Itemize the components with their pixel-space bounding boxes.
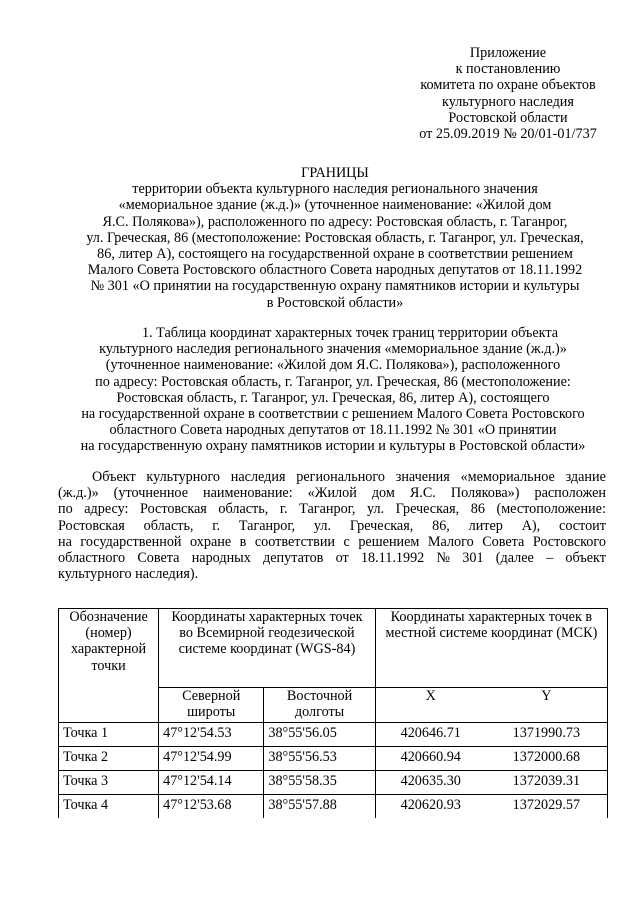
paragraph-word: Совета [137,550,180,567]
paragraph-word: – [546,550,554,567]
table-header-row [59,609,608,688]
cell-lon: 38°55'57.88 [264,795,375,819]
title-line: Малого Совета Ростовского областного Совета народных депутатов от 18.11.1992 [87,262,583,279]
cell-y: 1372029.57 [486,795,608,819]
title-line: в Ростовской области» [266,294,404,311]
header-x: X [375,688,485,723]
paragraph-word: Полякова») [450,485,520,502]
cell-x: 420660.94 [375,747,485,771]
paragraph-word: депутатов [263,550,324,567]
cell-y: 1372039.31 [486,771,608,795]
paragraph-word: область, [218,501,269,518]
paragraph-line [58,469,606,485]
cell-point: Точка 2 [59,747,159,771]
paragraph-line [58,501,606,517]
table-row [59,747,608,771]
document-title [70,165,600,311]
paragraph-word: «мемориальное [460,469,555,485]
section-line: (уточненное наименование: «Жилой дом Я.С. Полякова»), расположенного [105,357,561,374]
paragraph-word: областного [58,550,126,567]
cell-lon: 38°55'56.05 [264,723,375,747]
paragraph-line [58,550,606,566]
cell-lat: 47°12'54.53 [159,723,264,747]
header-lon: Восточной долготы [264,688,375,723]
section-line: 1. Таблица координат характерных точек границ территории объекта [141,325,559,341]
paragraph-word: народных [191,550,251,567]
paragraph-word: Ростовская [140,501,207,518]
paragraph-word: ул. [367,501,385,518]
paragraph-word: (уточненное [113,485,188,502]
paragraph-word: А), [521,517,541,534]
paragraph-word: № [436,550,451,567]
paragraph-word: на [58,533,72,550]
section-line: Ростовская область, г. Таганрог, ул. Греческая, 86, литер А), состоящего [116,389,550,406]
title-heading: ГРАНИЦЫ [301,165,369,181]
paragraph-word: (далее [495,550,534,567]
section-line: по адресу: Ростовская область, г. Таганрог, ул. Греческая, 86 (местоположение: [95,373,571,390]
cell-y: 1371990.73 [486,723,608,747]
cell-point: Точка 4 [59,795,159,819]
paragraph-word: значения [395,469,450,485]
paragraph-word: Малого [427,533,474,550]
paragraph-word: дом [371,485,395,502]
cell-point: Точка 3 [59,771,159,795]
appendix-block [380,45,636,142]
cell-lat: 47°12'54.99 [159,747,264,771]
cell-lon: 38°55'56.53 [264,747,375,771]
paragraph-word: расположен [534,485,606,502]
header-msk: Координаты характерных точек в местной системе координат (МСК) [375,609,607,688]
paragraph-word: Ростовская [58,517,125,534]
header-point: Обозначение (номер) характерной точки [59,609,159,723]
paragraph-word: ул. [313,517,332,534]
paragraph-word: культурного [146,469,221,485]
paragraph-word: охране [190,533,232,550]
paragraph-word: соответствии [254,533,336,550]
paragraph-word: г. [212,517,221,534]
paragraph-word: 301 [462,550,484,567]
paragraph-word: область, [143,517,194,534]
cell-x: 420635.30 [375,771,485,795]
title-line: Я.С. Полякова»), расположенного по адресу: Ростовская область, г. Таганрог, [102,213,568,230]
appendix-line: Ростовской области [448,109,568,126]
paragraph-word: по [58,501,73,518]
cell-lat: 47°12'53.68 [159,795,264,819]
section-line: культурного наследия регионального значения «мемориальное здание (ж.д.)» [99,341,567,358]
paragraph-line [58,534,606,550]
paragraph-word: Греческая, [349,517,414,534]
paragraph-word: Ростовского [532,533,606,550]
title-line: «мемориальное здание (ж.д.)» (уточненное наименование: «Жилой дом [118,197,552,214]
paragraph-word: в [239,533,247,550]
cell-y: 1372000.68 [486,747,608,771]
header-lat: Северной широты [159,688,264,723]
cell-lon: 38°55'58.35 [264,771,375,795]
paragraph-word: г. [279,501,288,518]
cell-point: Точка 1 [59,723,159,747]
paragraph-word: наименование: [202,485,293,502]
paragraph-word: 18.11.1992 [360,550,425,567]
body-paragraph [58,469,606,582]
paragraph-word: Объект [92,469,136,485]
coordinates-table [58,608,608,818]
table-row [59,723,608,747]
paragraph-word: Таганрог, [238,517,296,534]
cell-x: 420620.93 [375,795,485,819]
paragraph-line [58,485,606,501]
paragraph-word: «Жилой [307,485,357,502]
paragraph-word: (ж.д.)» [58,485,99,502]
paragraph-line: культурного наследия). [58,566,199,583]
paragraph-word: государственной [80,533,182,550]
paragraph-word: здание [565,469,606,485]
section-heading [58,325,608,455]
paragraph-word: от [335,550,349,567]
paragraph-word: 86 [470,501,485,518]
header-wgs: Координаты характерных точек во Всемирной геодезической системе координат (WGS-84) [159,609,376,688]
paragraph-word: Таганрог, [299,501,356,518]
title-line: ул. Греческая, 86 (местоположение: Ростовская область, г. Таганрог, ул. Греческая, [86,229,584,246]
paragraph-line [58,518,606,534]
title-line: территории объекта культурного наследия регионального значения [132,181,538,198]
paragraph-word: решением [358,533,420,550]
appendix-line: от 25.09.2019 № 20/01-01/737 [419,126,597,143]
paragraph-word: Совета [482,533,525,550]
table-row [59,771,608,795]
paragraph-word: Я.С. [409,485,436,502]
paragraph-word: регионального [296,469,385,485]
paragraph-word: 86, [432,517,450,534]
paragraph-word: Греческая, [395,501,460,518]
title-line: № 301 «О принятии на государственную охрану памятников истории и культуры [90,278,580,295]
section-line: областного Совета народных депутатов от 18.11.1992 № 301 «О принятии [109,422,557,439]
paragraph-word: наследия [230,469,286,485]
header-y: Y [486,688,608,723]
appendix-line: комитета по охране объектов [420,77,596,94]
table-row [59,795,608,819]
paragraph-word: состоит [559,517,606,534]
title-line: 86, литер А), состоящего на государственной охране в соответствии решением [97,246,573,263]
appendix-line: к постановлению [455,61,561,78]
paragraph-word: литер [468,517,503,534]
appendix-line: Приложение [469,45,547,61]
cell-x: 420646.71 [375,723,485,747]
paragraph-word: адресу: [84,501,129,518]
section-line: на государственной охране в соответствии с решением Малого Совета Ростовского [81,406,585,423]
section-line: на государственную охрану памятников истории и культуры в Ростовской области» [80,438,586,455]
paragraph-word: (местоположение: [496,501,606,518]
cell-lat: 47°12'54.14 [159,771,264,795]
paragraph-word: с [343,533,350,550]
paragraph-word: объект [565,550,606,567]
appendix-line: культурного наследия [442,93,574,110]
